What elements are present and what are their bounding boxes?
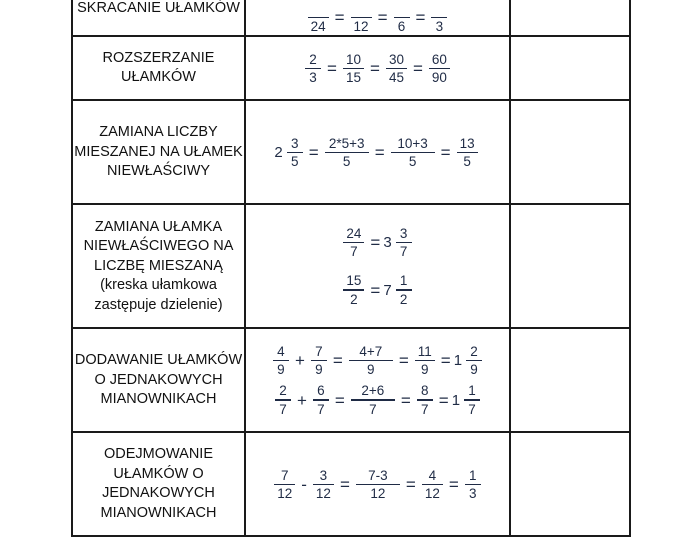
empty-cell [510,100,630,204]
operator: + [294,351,305,371]
equation [272,382,483,417]
fraction [273,343,289,378]
row-label-text: ZAMIANA UŁAMKA NIEWŁAŚCIWEGO NA LICZBĘ MIESZANĄ [83,218,234,274]
numerator: 24 [346,226,362,241]
denominator: 7 [468,401,476,417]
denominator: 9 [367,362,375,378]
numerator: 7-3 [368,467,388,483]
fractions-worksheet-table [71,0,631,537]
operator: = [377,8,388,28]
denominator: 5 [408,154,417,170]
operator: = [440,351,451,371]
numerator: 7 [315,344,323,359]
whole-number: 2 [274,143,283,161]
fraction [465,467,481,502]
row-label [72,328,245,432]
operator: = [327,58,337,78]
denominator: 7 [317,401,325,417]
whole-number: 3 [383,234,392,252]
numerator: 1 [468,383,476,399]
row-label [72,36,245,100]
numerator: 2+6 [361,383,385,399]
table-row [72,36,630,100]
equation [305,0,451,35]
denominator: 12 [370,486,386,502]
fraction [305,51,321,86]
numerator: 1 [399,273,408,289]
whole-number: 1 [453,352,463,370]
denominator: 24 [310,19,326,35]
operator: = [448,474,459,494]
denominator: 7 [399,244,408,260]
denominator: 12 [424,486,440,502]
row-label-text: ROZSZERZANIE UŁAMKÓW [102,49,215,86]
numerator: 4 [277,344,285,359]
row-note: (kreska ułamkowa zastępuje dzielenie) [94,277,223,313]
operator: = [415,8,426,28]
fraction [349,343,393,378]
fraction [466,343,482,378]
denominator: 12 [315,486,331,502]
denominator: 7 [421,401,429,417]
whole-number: 1 [451,391,461,409]
numerator: 2 [470,344,478,359]
numerator [435,0,445,17]
operator: = [370,58,380,78]
operator: = [412,58,423,78]
denominator: 15 [345,70,362,86]
math-cell [245,328,510,432]
fraction [415,343,435,378]
row-label-text: ZAMIANA LICZBY MIESZANEJ NA UŁAMEK NIEWŁAŚCIWY [74,124,243,180]
denominator: 9 [421,362,429,378]
math-cell [245,204,510,328]
fraction [396,225,412,260]
numerator [313,0,323,17]
empty-cell [510,0,630,36]
fraction [351,382,395,417]
table-row [72,100,630,204]
operator: = [374,142,385,162]
operator: = [332,351,343,371]
fraction [356,467,400,502]
fraction [343,272,364,307]
row-label-text: DODAWANIE UŁAMKÓW O JEDNAKOWYCH MIANOWNIKACH [74,352,243,408]
operator: = [334,390,345,410]
equation [274,135,480,170]
numerator: 2 [309,51,317,67]
operator: = [438,390,449,410]
equation [340,225,414,260]
numerator: 8 [421,383,429,399]
table-row [72,0,630,36]
numerator [397,0,407,17]
math-cell [245,36,510,100]
fraction [313,382,329,417]
fraction [311,343,327,378]
denominator: 3 [469,486,477,502]
numerator: 3 [399,226,408,241]
numerator [356,0,366,17]
fraction [351,0,372,35]
fraction [464,382,480,417]
fraction [386,51,407,86]
empty-cell [510,328,630,432]
math-cell [245,100,510,204]
operator: - [301,474,307,494]
numerator: 7 [280,467,289,483]
numerator: 2 [279,383,287,399]
empty-cell [510,432,630,536]
numerator: 4+7 [359,344,383,359]
numerator: 3 [319,467,328,483]
operator: = [405,474,416,494]
equation [271,467,484,502]
row-label [72,432,245,536]
equation [302,51,453,86]
denominator: 9 [470,362,478,378]
numerator: 30 [388,51,404,67]
numerator: 60 [431,51,447,67]
numerator: 6 [317,383,325,399]
denominator: 5 [290,154,299,170]
denominator: 45 [388,70,404,86]
denominator: 6 [397,19,406,35]
denominator: 7 [350,244,358,260]
operator: = [440,142,451,162]
whole-number: 7 [383,281,392,299]
operator: = [339,474,350,494]
numerator: 13 [459,135,475,151]
fraction [274,467,295,502]
operator: + [296,390,307,410]
numerator: 3 [290,135,299,151]
empty-cell [510,36,630,100]
fraction [275,382,291,417]
fraction [308,0,329,35]
fraction [422,467,443,502]
numerator: 1 [469,467,477,483]
table-row [72,328,630,432]
denominator: 5 [342,154,351,170]
numerator: 15 [346,273,362,289]
numerator: 4 [428,467,437,483]
equation-stack [246,343,509,418]
denominator: 2 [399,291,408,307]
denominator: 90 [431,70,447,86]
row-label-text: ODEJMOWANIE UŁAMKÓW O JEDNAKOWYCH MIANOWNIKACH [100,446,217,521]
denominator: 12 [277,486,293,502]
fraction [457,135,478,170]
fraction [431,0,447,35]
operator: = [370,280,381,300]
numerator: 2*5+3 [328,135,365,151]
denominator: 12 [353,19,369,35]
numerator: 11 [417,344,432,359]
denominator: 2 [350,291,358,307]
denominator: 3 [435,19,444,35]
equation [270,343,485,378]
numerator: 10+3 [397,135,428,151]
fraction [429,51,450,86]
numerator: 10 [345,51,362,67]
fraction [287,135,303,170]
row-label [72,0,245,36]
operator: = [370,233,381,253]
empty-cell [510,204,630,328]
fraction [343,51,364,86]
fraction [417,382,433,417]
denominator: 9 [277,362,285,378]
denominator: 7 [279,401,287,417]
fraction [394,0,410,35]
fraction [391,135,435,170]
denominator: 5 [463,154,471,170]
table-row [72,204,630,328]
denominator: 3 [309,70,317,86]
row-label-text: SKRACANIE UŁAMKÓW [77,0,240,16]
operator: = [334,8,345,28]
fraction [313,467,334,502]
fraction [343,225,364,260]
operator: = [308,142,319,162]
operator: = [398,351,409,371]
table-row [72,432,630,536]
fraction [325,135,369,170]
equation [340,272,414,307]
math-cell [245,0,510,36]
denominator: 7 [369,401,377,417]
equation-stack [246,225,509,308]
fraction [396,272,412,307]
row-label [72,100,245,204]
row-label [72,204,245,328]
denominator: 9 [315,362,323,378]
operator: = [400,390,411,410]
math-cell [245,432,510,536]
